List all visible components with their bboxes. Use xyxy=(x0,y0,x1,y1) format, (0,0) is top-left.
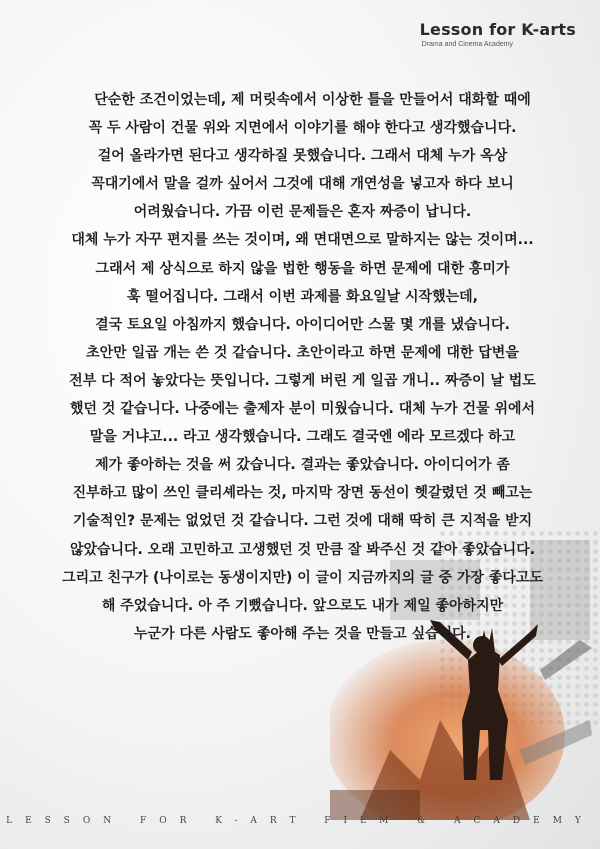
body-line: 어려웠습니다. 가끔 이런 문제들은 혼자 짜증이 납니다. xyxy=(133,204,472,221)
body-line: 단순한 조건이었는데, 제 머릿속에서 이상한 틀을 만들어서 대화할 때에 xyxy=(94,92,531,108)
brand-subtitle: Drama and Cinema Academy xyxy=(421,41,514,48)
body-line: 누군가 다른 사람도 좋아해 주는 것을 만들고 싶습니다. xyxy=(134,625,471,642)
body-line: 그리고 친구가 (나이로는 동생이지만) 이 글이 지금까지의 글 중 가장 좋다고도 xyxy=(62,569,543,586)
body-line: 훅 떨어집니다. 그래서 이번 과제를 화요일날 시작했는데, xyxy=(127,288,478,305)
body-line: 걸어 올라가면 된다고 생각하질 못했습니다. 그래서 대체 누가 옥상 xyxy=(97,148,508,165)
body-line: 꼭 두 사람이 건물 위와 지면에서 이야기를 해야 한다고 생각했습니다. xyxy=(88,120,517,137)
body-line: 기술적인? 문제는 없었던 것 같습니다. 그런 것에 대해 딱히 큰 지적을 받지 xyxy=(72,513,533,530)
body-line: 그래서 제 상식으로 하지 않을 법한 행동을 하면 문제에 대한 흥미가 xyxy=(95,260,510,277)
footer-text: LESSON FOR K-ART FILM & ACADEMY xyxy=(6,816,594,826)
body-line: 말을 거냐고... 라고 생각했습니다. 그래도 결국엔 에라 모르겠다 하고 xyxy=(89,429,516,446)
body-line: 않았습니다. 오래 고민하고 고생했던 것 만큼 잘 봐주신 것 같아 좋았습니다. xyxy=(69,541,536,558)
body-line: 했던 것 같습니다. 나중에는 출제자 분이 미웠습니다. 대체 누가 건물 위에서 xyxy=(69,401,536,418)
body-line: 전부 다 적어 놓았다는 뜻입니다. 그렇게 버린 게 일곱 개니.. 짜증이 날 법도 xyxy=(69,372,536,389)
body-line: 초안만 일곱 개는 쓴 것 같습니다. 초안이라고 하면 문제에 대한 답변을 xyxy=(86,344,519,361)
brand-title: Lesson for K-arts xyxy=(419,20,576,39)
body-text xyxy=(30,86,575,648)
body-line: 진부하고 많이 쓰인 클리셰라는 것, 마지막 장면 동선이 헷갈렸던 것 빼고는 xyxy=(72,485,533,502)
body-line: 해 주었습니다. 아 주 기뻤습니다. 앞으로도 내가 제일 좋아하지만 xyxy=(101,597,504,614)
brand-logo xyxy=(420,20,576,49)
body-line: 제가 좋아하는 것을 써 갔습니다. 결과는 좋았습니다. 아이디어가 좀 xyxy=(95,457,510,474)
body-line: 대체 누가 자꾸 편지를 쓰는 것이며, 왜 면대면으로 말하지는 않는 것이며... xyxy=(71,232,534,249)
body-line: 결국 토요일 아침까지 했습니다. 아이디어만 스물 몇 개를 냈습니다. xyxy=(95,316,510,333)
body-line: 꼭대기에서 말을 걸까 싶어서 그것에 대해 개연성을 넣고자 하다 보니 xyxy=(91,176,514,193)
